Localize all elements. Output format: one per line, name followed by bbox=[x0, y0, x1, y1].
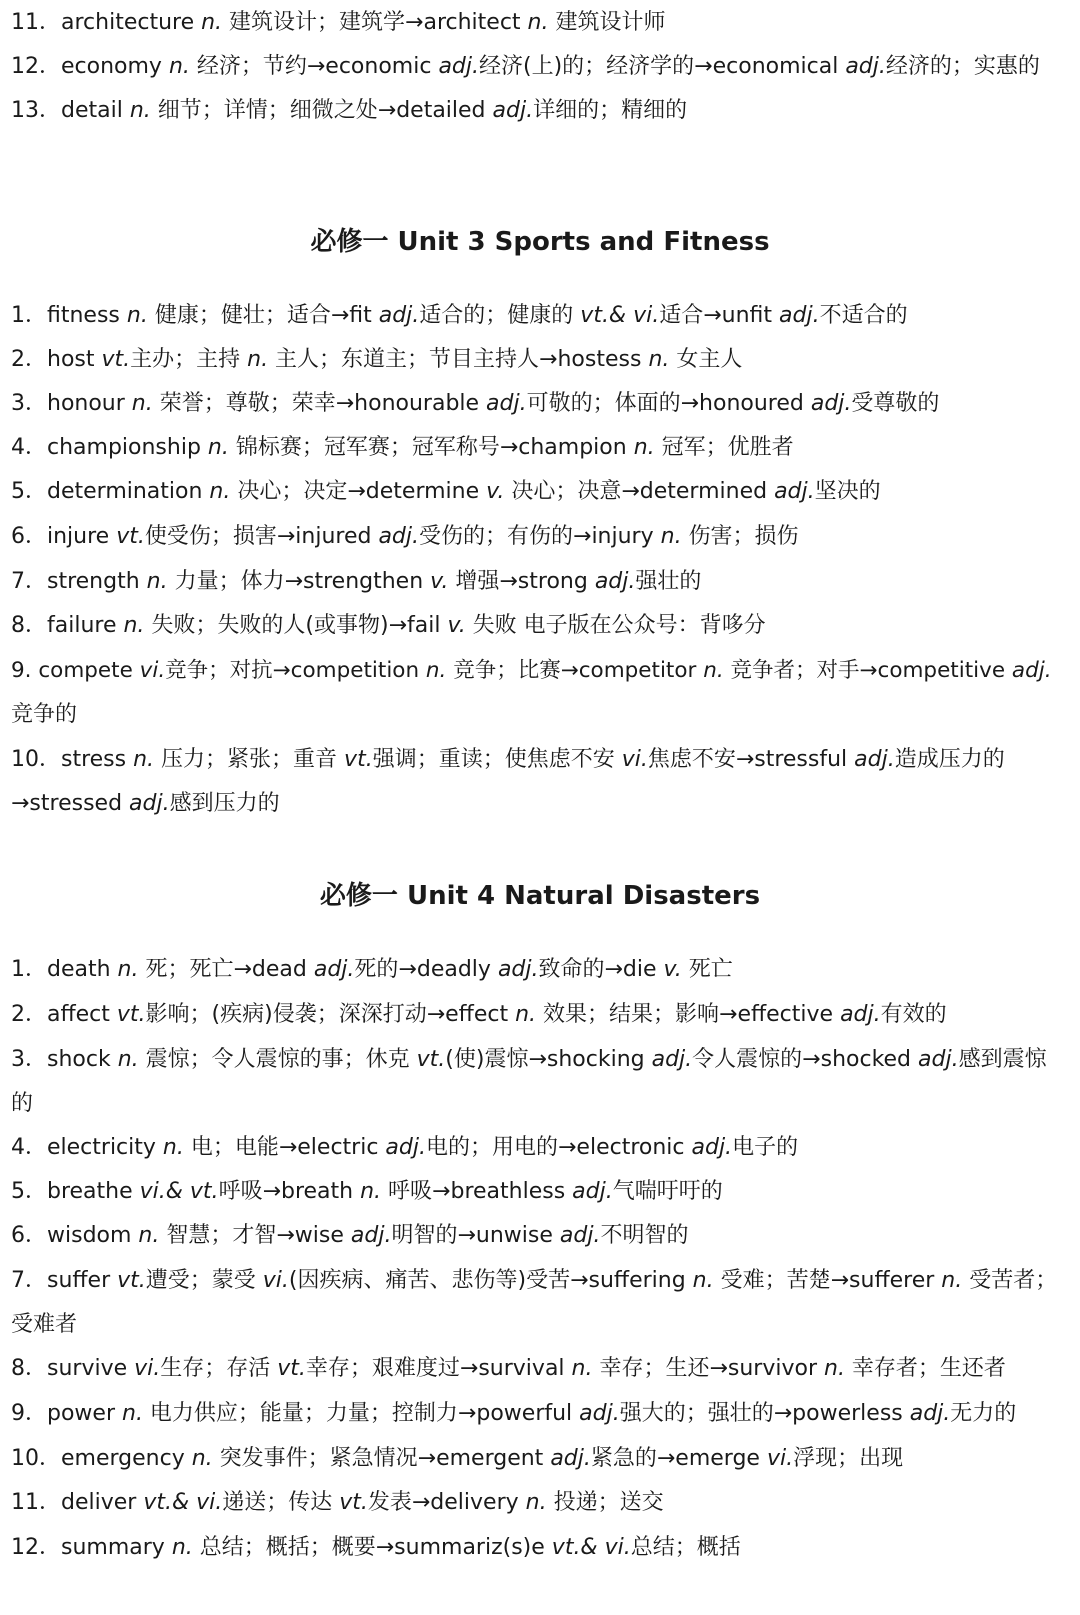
vocab-line-continued: 竞争的 bbox=[11, 702, 78, 727]
vocab-line-continued: 受难者 bbox=[11, 1312, 78, 1337]
vocab-line: 9．power n. 电力供应；能量；力量；控制力→powerful adj.强大的；强壮的→powerless adj.无力的 bbox=[11, 1401, 1017, 1426]
vocab-line-continued: 的 bbox=[11, 1091, 34, 1116]
vocab-line: 6．injure vt.使受伤；损害→injured adj.受伤的；有伤的→injury n. 伤害；损伤 bbox=[11, 524, 799, 549]
vocab-line: 1．fitness n. 健康；健壮；适合→fit adj.适合的；健康的 vt.& vi.适合→unfit adj.不适合的 bbox=[11, 303, 908, 328]
vocab-line: 8．failure n. 失败；失败的人(或事物)→fail v. 失败 电子版在公众号：背哆分 bbox=[11, 613, 766, 638]
vocab-line: 8．survive vi.生存；存活 vt.幸存；艰难度过→survival n. 幸存；生还→survivor n. 幸存者；生还者 bbox=[11, 1356, 1006, 1381]
section-heading-unit-4: 必修一 Unit 4 Natural Disasters bbox=[319, 881, 761, 911]
vocab-line: 1．death n. 死；死亡→dead adj.死的→deadly adj.致命的→die v. 死亡 bbox=[11, 957, 733, 982]
vocab-line: 7．suffer vt.遭受；蒙受 vi.(因疾病、痛苦、悲伤等)受苦→suffering n. 受难；苦楚→sufferer n. 受苦者； bbox=[11, 1268, 1058, 1293]
vocab-line: 10．stress n. 压力；紧张；重音 vt.强调；重读；使焦虑不安 vi.焦虑不安→stressful adj.造成压力的 bbox=[11, 747, 1005, 772]
vocab-line-continued: →stressed adj.感到压力的 bbox=[11, 791, 280, 816]
vocab-line: 9. compete vi.竞争；对抗→competition n. 竞争；比赛→competitor n. 竞争者；对手→competitive adj. bbox=[11, 658, 1052, 683]
vocab-line: 2．host vt.主办；主持 n. 主人；东道主；节目主持人→hostess n. 女主人 bbox=[11, 347, 743, 372]
vocab-line: 13．detail n. 细节；详情；细微之处→detailed adj.详细的；精细的 bbox=[11, 98, 688, 123]
vocab-line: 10．emergency n. 突发事件；紧急情况→emergent adj.紧急的→emerge vi.浮现；出现 bbox=[11, 1446, 904, 1471]
section-heading-unit-3: 必修一 Unit 3 Sports and Fitness bbox=[310, 227, 770, 257]
vocab-line: 11．deliver vt.& vi.递送；传达 vt.发表→delivery n. 投递；送交 bbox=[11, 1490, 664, 1515]
vocab-line: 2．affect vt.影响；(疾病)侵袭；深深打动→effect n. 效果；结果；影响→effective adj.有效的 bbox=[11, 1002, 947, 1027]
vocab-line: 5．breathe vi.& vt.呼吸→breath n. 呼吸→breathless adj.气喘吁吁的 bbox=[11, 1179, 723, 1204]
vocab-line: 11．architecture n. 建筑设计；建筑学→architect n. 建筑设计师 bbox=[11, 10, 666, 35]
vocab-line: 3．shock n. 震惊；令人震惊的事；休克 vt.(使)震惊→shocking adj.令人震惊的→shocked adj.感到震惊 bbox=[11, 1047, 1047, 1072]
vocab-line: 7．strength n. 力量；体力→strengthen v. 增强→strong adj.强壮的 bbox=[11, 569, 702, 594]
vocab-line: 12．economy n. 经济；节约→economic adj.经济(上)的；经济学的→economical adj.经济的；实惠的 bbox=[11, 54, 1040, 79]
vocab-line: 4．championship n. 锦标赛；冠军赛；冠军称号→champion n. 冠军；优胜者 bbox=[11, 435, 794, 460]
vocab-line: 12．summary n. 总结；概括；概要→summariz(s)e vt.& vi.总结；概括 bbox=[11, 1535, 741, 1560]
vocab-line: 6．wisdom n. 智慧；才智→wise adj.明智的→unwise adj.不明智的 bbox=[11, 1223, 689, 1248]
vocab-line: 5．determination n. 决心；决定→determine v. 决心；决意→determined adj.坚决的 bbox=[11, 479, 881, 504]
vocab-line: 4．electricity n. 电；电能→electric adj.电的；用电的→electronic adj.电子的 bbox=[11, 1135, 799, 1160]
vocab-line: 3．honour n. 荣誉；尊敬；荣幸→honourable adj.可敬的；体面的→honoured adj.受尊敬的 bbox=[11, 391, 940, 416]
